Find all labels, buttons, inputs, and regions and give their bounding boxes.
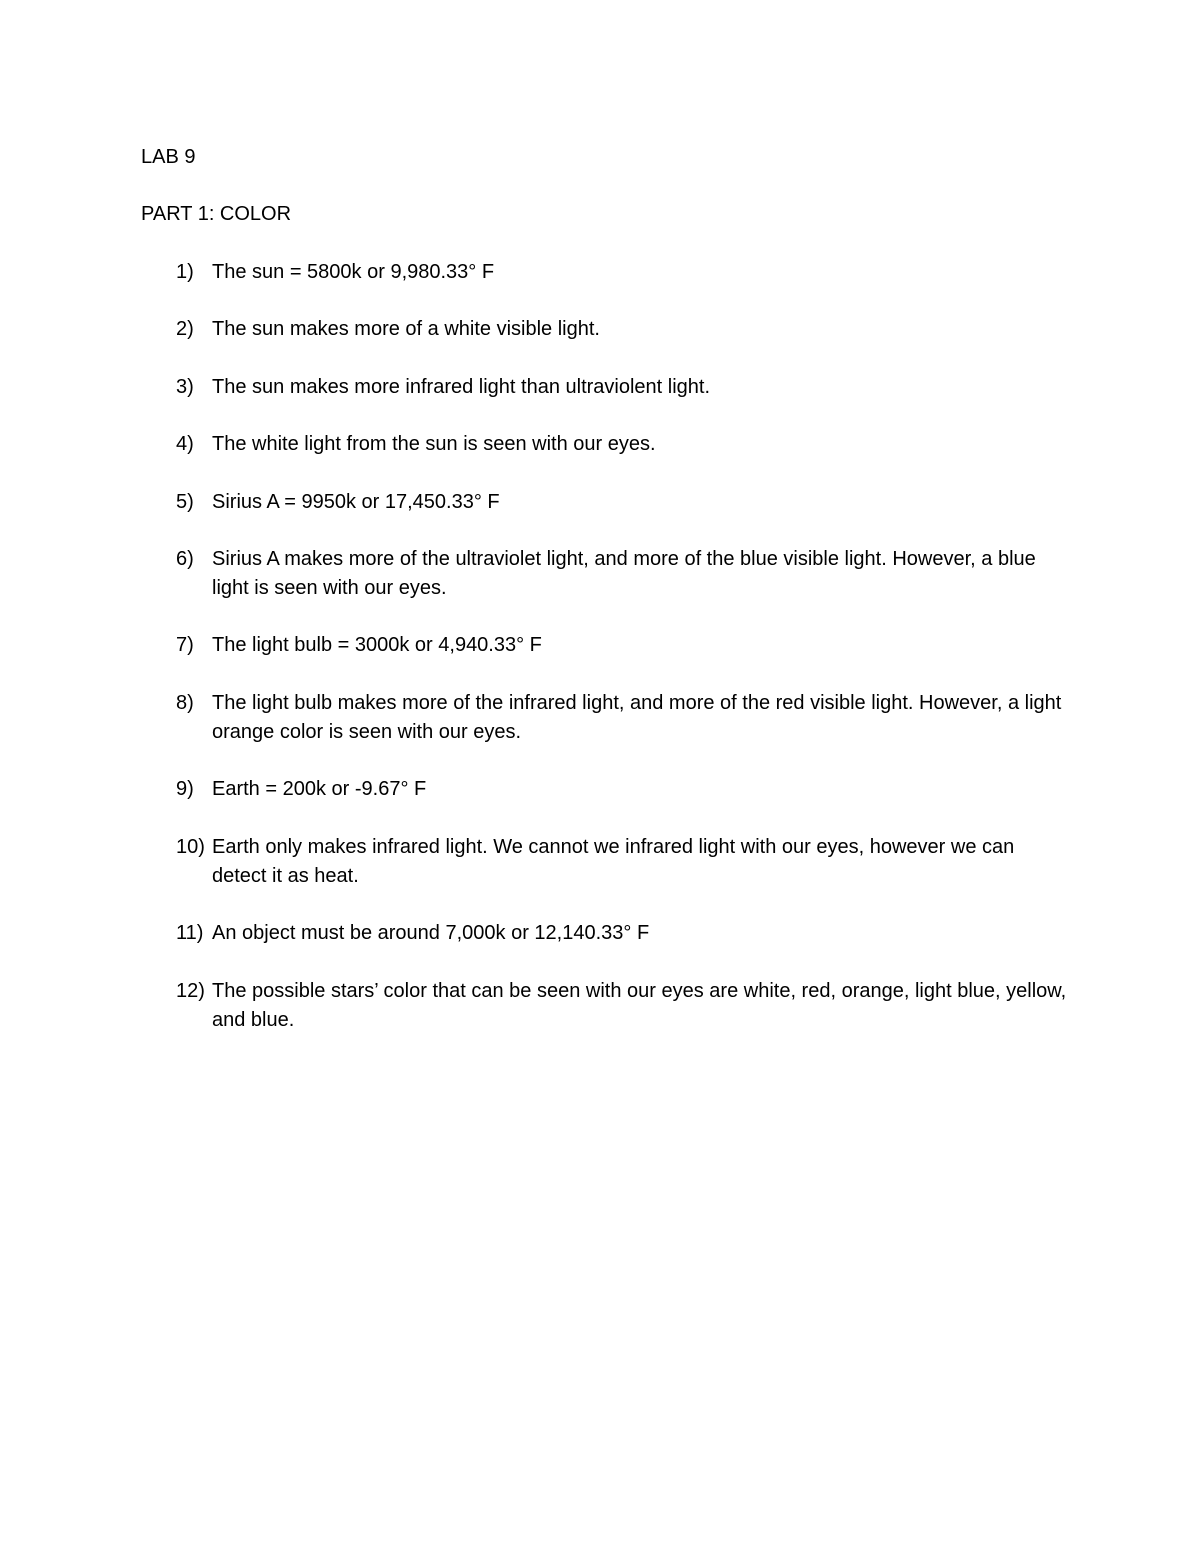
item-text: The white light from the sun is seen with our eyes. bbox=[212, 433, 656, 455]
item-number: 1) bbox=[176, 261, 194, 283]
item-text: Sirius A makes more of the ultraviolet light, and more of the blue visible light. However, a blue light is seen with our eyes. bbox=[212, 548, 1036, 599]
item-text: Sirius A = 9950k or 17,450.33° F bbox=[212, 491, 500, 513]
item-text: Earth only makes infrared light. We cannot we infrared light with our eyes, however we can detect it as heat. bbox=[212, 836, 1015, 887]
item-number: 10) bbox=[176, 836, 205, 858]
item-number: 7) bbox=[176, 634, 194, 656]
section-heading: PART 1: COLOR bbox=[141, 203, 292, 225]
item-number: 4) bbox=[176, 433, 194, 455]
item-number: 5) bbox=[176, 491, 194, 513]
item-text: Earth = 200k or -9.67° F bbox=[212, 778, 427, 800]
item-text: An object must be around 7,000k or 12,140.33° F bbox=[212, 922, 650, 944]
item-text: The light bulb makes more of the infrared light, and more of the red visible light. However, a light orange color is seen with our eyes. bbox=[212, 692, 1062, 743]
item-text: The sun makes more of a white visible light. bbox=[212, 318, 600, 340]
item-number: 3) bbox=[176, 376, 194, 398]
item-number: 11) bbox=[176, 922, 204, 944]
item-number: 8) bbox=[176, 692, 194, 714]
item-text: The sun = 5800k or 9,980.33° F bbox=[212, 261, 495, 283]
document-title: LAB 9 bbox=[141, 146, 196, 168]
item-number: 9) bbox=[176, 778, 194, 800]
item-number: 2) bbox=[176, 318, 194, 340]
item-text: The possible stars’ color that can be seen with our eyes are white, red, orange, light blue, yellow, and blue. bbox=[212, 980, 1067, 1031]
item-text: The light bulb = 3000k or 4,940.33° F bbox=[212, 634, 542, 656]
item-text: The sun makes more infrared light than ultraviolent light. bbox=[212, 376, 711, 398]
item-number: 6) bbox=[176, 548, 194, 570]
item-number: 12) bbox=[176, 980, 205, 1002]
